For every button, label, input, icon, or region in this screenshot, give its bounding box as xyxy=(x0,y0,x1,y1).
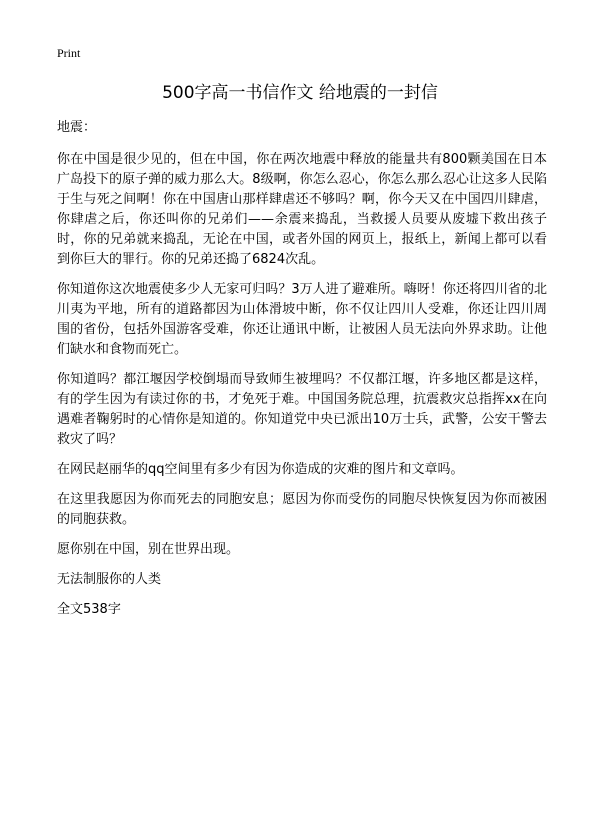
paragraph-6: 愿你别在中国，别在世界出现。 xyxy=(57,542,240,557)
paragraph-4: 在网民赵丽华的qq空间里有多少有因为你造成的灾难的图片和文章吗。 xyxy=(57,462,464,477)
document-title: 500字高一书信作文 给地震的一封信 xyxy=(162,83,438,103)
paragraph-3: 你知道吗？都江堰因学校倒塌而导致师生被埋吗？不仅都江堰，许多地区都是这样，有的学生因为有读过你的书，才免死于难。中国国务院总理，抗震救灾总指挥xx在向遇难者鞠躬时的心情你是知道的。你知道党中央已派出10万士兵，武警，公安干警去救灾了吗？ xyxy=(57,372,547,447)
signature: 无法制服你的人类 xyxy=(57,572,162,587)
salutation: 地震： xyxy=(57,120,97,135)
letter-body xyxy=(57,118,547,630)
word-count: 全文538字 xyxy=(57,602,121,617)
print-label: Print xyxy=(57,46,81,60)
paragraph-2: 你知道你这次地震使多少人无家可归吗？3万人进了避难所。嗨呀！你还将四川省的北川夷为平地，所有的道路都因为山体滑坡中断，你不仅让四川人受难，你还让四川周围的省份，包括外国游客受难，你还让通讯中断，让被困人员无法向外界求助。让他们缺水和食物而死亡。 xyxy=(57,282,547,357)
paragraph-5: 在这里我愿因为你而死去的同胞安息；愿因为你而受伤的同胞尽快恢复因为你而被困的同胞获救。 xyxy=(57,492,547,527)
paragraph-1: 你在中国是很少见的，但在中国，你在两次地震中释放的能量共有800颗美国在日本广岛投下的原子弹的威力那么大。8级啊，你怎么忍心，你怎么那么忍心让这多人民陷于生与死之间啊！你在中国唐山那样肆虐还不够吗？啊，你今天又在中国四川肆虐，你肆虐之后，你还叫你的兄弟们——余震来捣乱，当救援人员要从废墟下救出孩子时，你的兄弟就来捣乱，无论在中国，或者外国的网页上，报纸上，新闻上都可以看到你巨大的罪行。你的兄弟还捣了6824次乱。 xyxy=(57,152,547,267)
